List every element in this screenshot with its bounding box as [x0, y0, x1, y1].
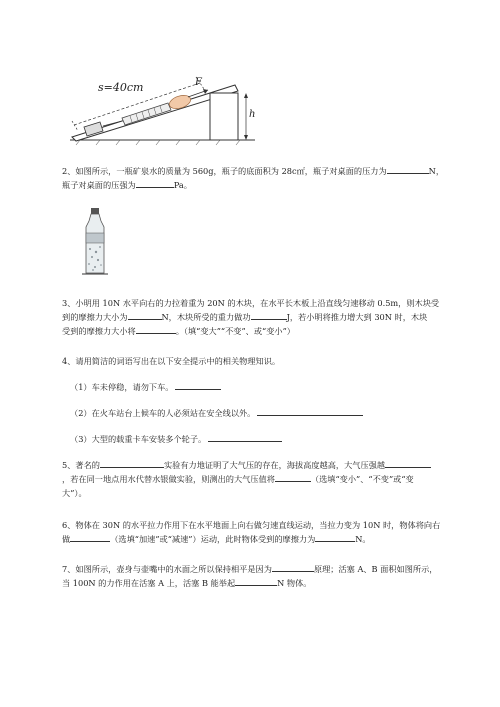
question-3	[62, 296, 482, 338]
question-2	[62, 164, 482, 192]
answer-blank[interactable]	[136, 324, 176, 334]
question-5	[62, 458, 482, 500]
answer-blank[interactable]	[128, 310, 162, 320]
question-4-title: 4、请用简洁的词语写出在以下安全提示中的相关物理知识。	[62, 356, 281, 366]
answer-blank[interactable]	[100, 458, 164, 468]
question-3-line-3: 受到的摩擦力大小将 。（填“变大”“不变”、或“变小”）	[62, 326, 295, 336]
answer-blank[interactable]	[257, 406, 363, 416]
question-4	[62, 354, 482, 368]
water-bottle-image	[82, 207, 108, 277]
incline-diagram	[60, 55, 260, 150]
answer-blank[interactable]	[175, 380, 221, 390]
answer-blank[interactable]	[208, 432, 282, 442]
question-7-line-1: 7、如图所示，壶身与壶嘴中的水面之所以保持相平是因为 原理；活塞 A、B 面积如图所示，	[62, 564, 438, 574]
answer-blank[interactable]	[251, 310, 287, 320]
question-4-item-2: （2）在火车站台上候车的人必须站在安全线以外。	[70, 406, 490, 420]
answer-blank[interactable]	[385, 458, 431, 468]
answer-blank[interactable]	[136, 178, 174, 188]
incline-figure	[60, 55, 260, 150]
question-7-line-2: 当 100N 的力作用在活塞 A 上，活塞 B 能举起 N 物体。	[62, 578, 312, 588]
answer-blank[interactable]	[70, 532, 110, 542]
question-2-line-1: 2、如图所示，一瓶矿泉水的质量为 560g，瓶子的底面积为 28c㎡，瓶子对桌面的压力为 N，	[62, 166, 445, 176]
question-6-line-1: 6、物体在 30N 的水平拉力作用下在水平地面上向右做匀速直线运动，当拉力变为 10N 时，物体将向右	[62, 520, 441, 530]
question-2-line-2: 瓶子对桌面的压强为 Pa。	[62, 180, 192, 190]
question-5-line-2: ，若在同一地点用水代替水银做实验，则测出的大气压值将 （选填“变小”、“不变”或“变	[62, 474, 414, 484]
answer-blank[interactable]	[315, 532, 355, 542]
support-block	[210, 93, 238, 140]
answer-blank[interactable]	[275, 472, 311, 482]
question-6-line-2: 做 （选填“加速”或“减速”）运动，此时物体受到的摩擦力为 N。	[62, 534, 371, 544]
answer-blank[interactable]	[272, 562, 314, 572]
question-7	[62, 562, 482, 590]
answer-blank[interactable]	[387, 164, 429, 174]
answer-blank[interactable]	[235, 576, 277, 586]
water-bottle-figure	[82, 207, 108, 277]
question-6	[62, 518, 482, 546]
force-label: F	[195, 77, 202, 88]
question-3-line-2: 到的摩擦力大小为 N，木块所受的重力做功 J，若小明将推力增大到 30N 时，木块	[62, 312, 428, 322]
question-5-line-3: 大”）。	[62, 488, 87, 498]
bottle-cap	[91, 208, 99, 214]
question-4-item-1: （1）车未停稳，请勿下车。	[70, 380, 490, 394]
question-4-item-3: （3）大型的载重卡车安装多个轮子。	[70, 432, 490, 446]
question-3-line-1: 3、小明用 10N 水平向右的力拉着重为 20N 的木块，在水平长木板上沿直线匀速移动 0.5m，则木块受	[62, 298, 440, 308]
question-5-line-1: 5、著名的 实验有力地证明了大气压的存在，海拔高度越高，大气压强越	[62, 458, 482, 472]
distance-label: s=40cm	[98, 81, 144, 94]
height-label: h	[249, 109, 256, 120]
bottle-label	[86, 233, 104, 243]
